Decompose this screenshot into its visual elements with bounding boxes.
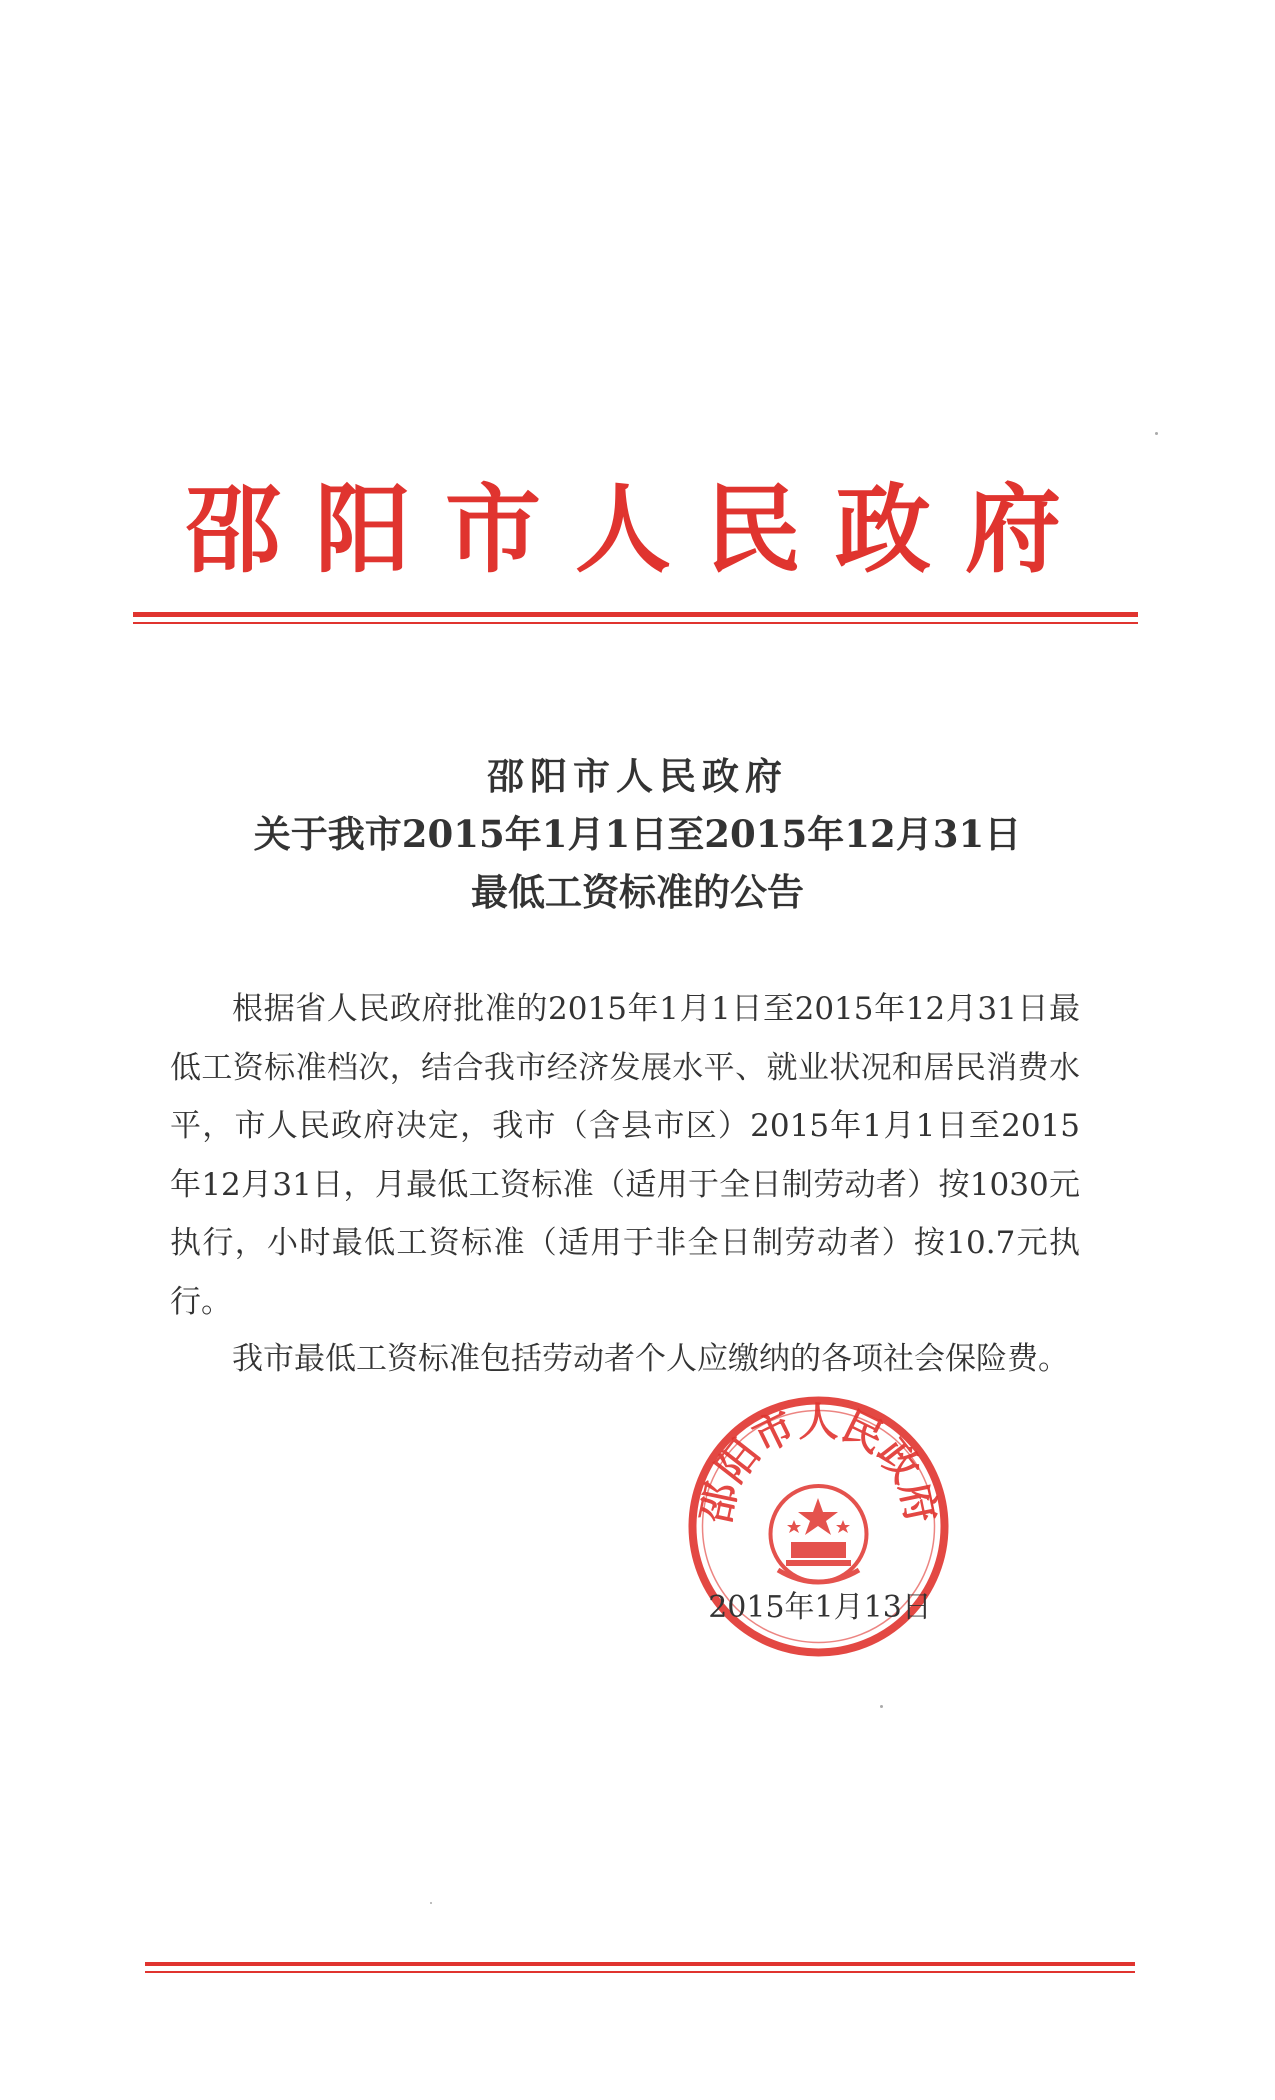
seal-text: 邵阳市人民政府 xyxy=(692,1398,945,1527)
letterhead-title: 邵阳市人民政府 xyxy=(185,473,1095,586)
doc-title-line1: 邵阳市人民政府 xyxy=(487,754,788,798)
footer-rule-thick xyxy=(145,1962,1135,1966)
body-paragraph-2: 我市最低工资标准包括劳动者个人应缴纳的各项社会保险费。 xyxy=(232,1341,1069,1377)
letterhead-rule-thick xyxy=(133,612,1138,617)
body-paragraph-1: 根据省人民政府批准的2015年1月1日至2015年12月31日最低工资标准档次，结合我市经济发展水平、就业状况和居民消费水平，市人民政府决定，我市（含县市区）2015年1月1日至2015年12月31日，月最低工资标准（适用于全日制劳动者）按1030元执行，小时最低工资标准（适用于非全日制劳动者）按10.7元执行。 xyxy=(170,991,1080,1320)
national-emblem-icon xyxy=(771,1486,867,1582)
footer-rule-thin xyxy=(145,1971,1135,1973)
doc-title-line2: 关于我市2015年1月1日至2015年12月31日 xyxy=(253,812,1022,856)
scan-speck xyxy=(1155,432,1158,435)
scan-speck xyxy=(430,1902,432,1904)
letterhead-rule-thin xyxy=(133,622,1138,624)
scan-speck xyxy=(880,1705,883,1708)
issue-date: 2015年1月13日 xyxy=(708,1590,932,1625)
doc-title-line3: 最低工资标准的公告 xyxy=(471,870,804,914)
